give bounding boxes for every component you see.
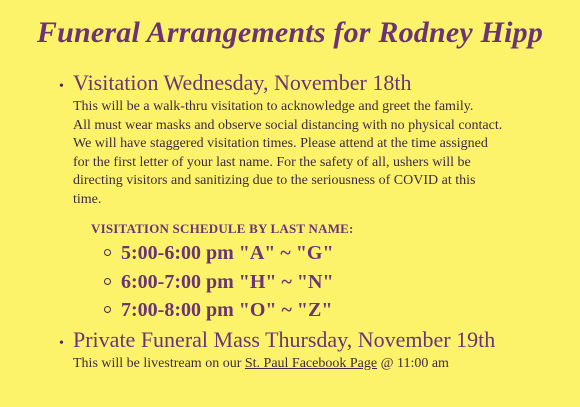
funeral-heading: Private Funeral Mass Thursday, November 19th [73,327,496,352]
page-title: Funeral Arrangements for Rodney Hipp [36,16,544,49]
schedule-title: VISITATION SCHEDULE BY LAST NAME: [91,221,354,236]
schedule-item [104,242,334,265]
bullet-icon: • [59,79,64,94]
description-line: time. [73,191,102,207]
circle-bullet-icon [104,249,111,256]
description-line: for the first letter of your last name. For the safety of all, ushers will be [73,154,471,170]
visitation-description [73,98,573,209]
visitation-heading: Visitation Wednesday, November 18th [73,70,412,95]
description-line: directing visitors and sanitizing due to the seriousness of COVID at this [73,173,476,188]
schedule-item [104,299,332,322]
livestream-note [73,356,449,372]
circle-bullet-icon [104,278,111,285]
facebook-page-link[interactable]: St. Paul Facebook Page [244,356,378,371]
schedule-item [104,271,334,294]
livestream-suffix: @ 11:00 am [377,356,449,371]
livestream-prefix: This will be livestream on our [73,356,245,371]
bullet-icon: • [59,336,64,351]
description-line: This will be a walk-thru visitation to acknowledge and greet the family. [73,99,474,114]
description-line: All must wear masks and observe social distancing with no physical contact. [73,117,503,133]
circle-bullet-icon [104,306,111,313]
schedule-item-text: 7:00-8:00 pm "O" ~ "Z" [121,299,333,321]
description-line: We will have staggered visitation times. Please attend at the time assigned [73,136,488,151]
schedule-item-text: 6:00-7:00 pm "H" ~ "N" [121,271,334,293]
schedule-item-text: 5:00-6:00 pm "A" ~ "G" [121,242,334,264]
